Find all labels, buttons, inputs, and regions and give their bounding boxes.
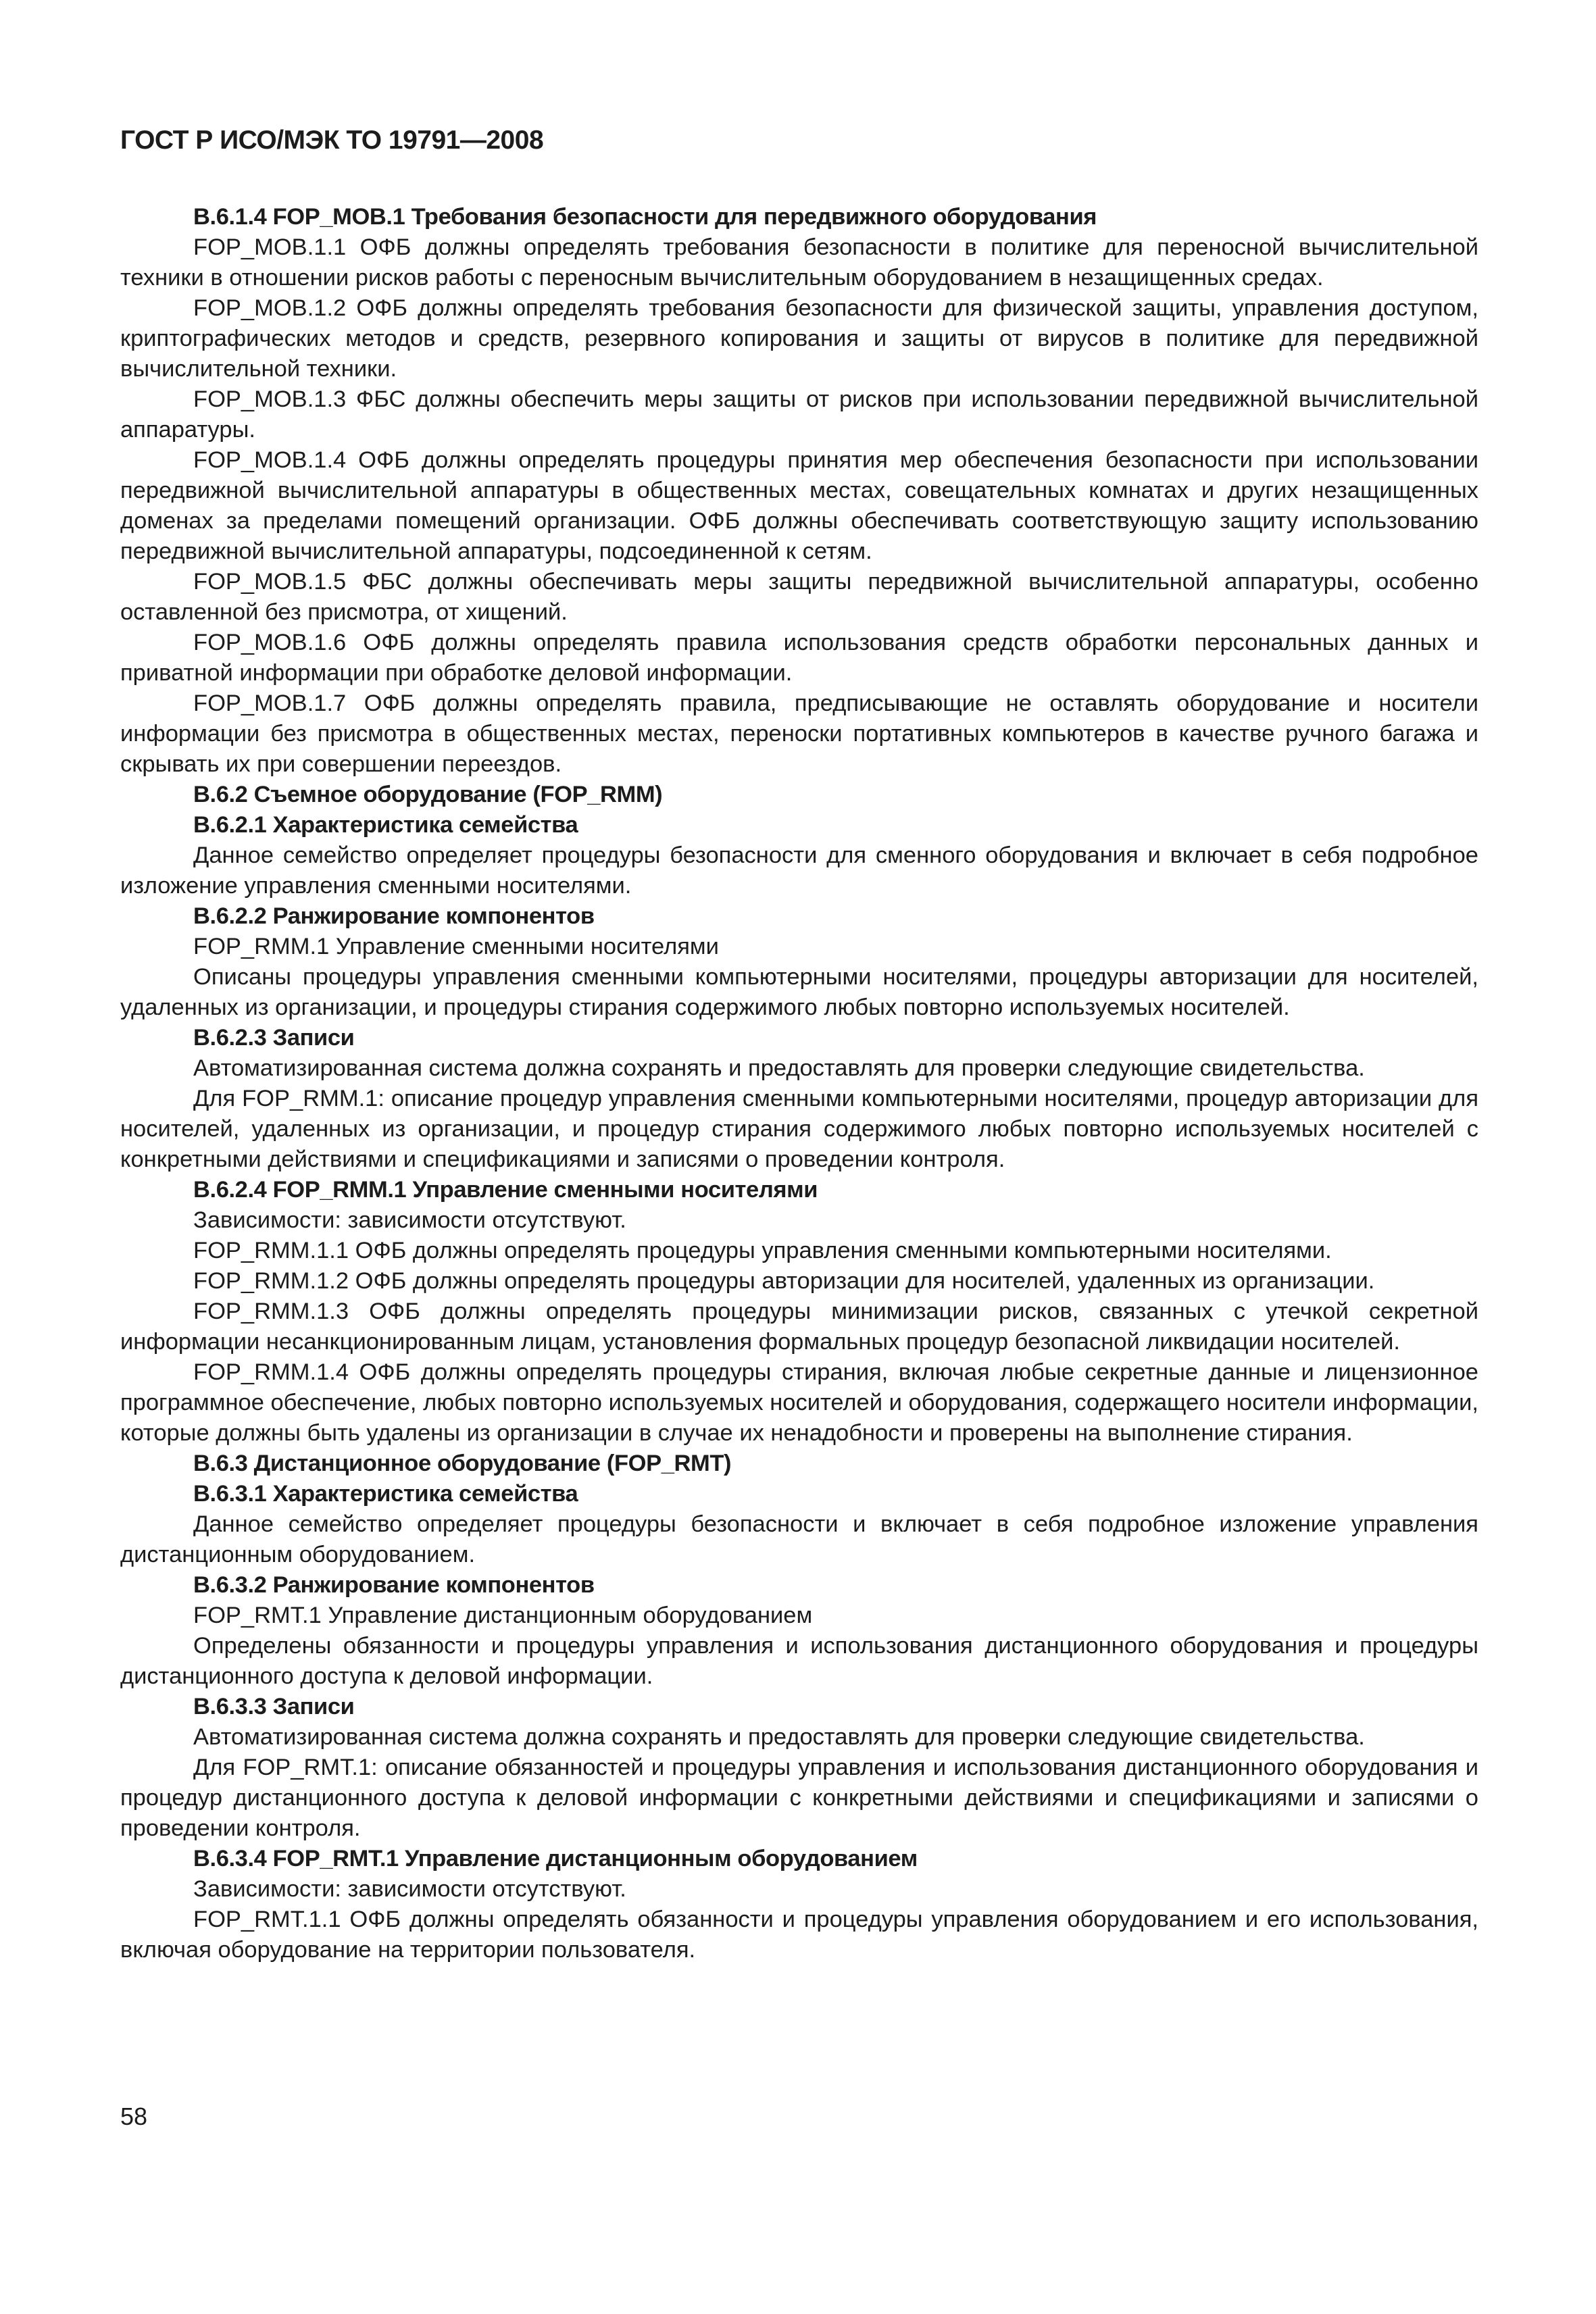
- paragraph: FOP_MOB.1.7 ОФБ должны определять правила, предписывающие не оставлять оборудование и носители информации без присмотра в общественных местах, переноски портативных компьютеров в качестве ручного багажа и скрывать их при совершении переездов.: [120, 690, 1478, 777]
- section-heading: B.6.2.4 FOP_RMM.1 Управление сменными носителями: [193, 1177, 818, 1203]
- section-heading: B.6.3 Дистанционное оборудование (FOP_RMT): [193, 1451, 732, 1476]
- paragraph: Для FOP_RMM.1: описание процедур управления сменными компьютерными носителями, процедур авторизации для носителей, удаленных из организации, и процедур стирания содержимого любых повторно используемых носителей с конкретными действиями и спецификациями и записями о проведении контроля.: [120, 1086, 1478, 1172]
- section-heading: B.6.1.4 FOP_MOB.1 Требования безопасности для передвижного оборудования: [193, 204, 1097, 230]
- paragraph: Зависимости: зависимости отсутствуют.: [193, 1207, 626, 1233]
- paragraph: FOP_MOB.1.6 ОФБ должны определять правила использования средств обработки персональных данных и приватной информации при обработке деловой информации.: [120, 630, 1478, 686]
- paragraph: Автоматизированная система должна сохранять и предоставлять для проверки следующие свидетельства.: [193, 1724, 1365, 1750]
- paragraph: FOP_MOB.1.4 ОФБ должны определять процедуры принятия мер обеспечения безопасности при использовании передвижной вычислительной аппаратуры в общественных местах, совещательных комнатах и других незащищенных доменах за пределами помещений организации. ОФБ должны обеспечивать соответствующую защиту использованию передвижной вычислительной аппаратуры, подсоединенной к сетям.: [120, 447, 1478, 564]
- paragraph: Данное семейство определяет процедуры безопасности и включает в себя подробное изложение управления дистанционным оборудованием.: [120, 1511, 1478, 1567]
- paragraph: FOP_RMM.1.4 ОФБ должны определять процедуры стирания, включая любые секретные данные и лицензионное программное обеспечение, любых повторно используемых носителей и оборудования, содержащего носители информации, которые должны быть удалены из организации в случае их ненадобности и проверены на выполнение стирания.: [120, 1359, 1478, 1446]
- paragraph: FOP_RMM.1.1 ОФБ должны определять процедуры управления сменными компьютерными носителями.: [193, 1238, 1332, 1263]
- section-heading: B.6.3.1 Характеристика семейства: [193, 1481, 578, 1507]
- paragraph: FOP_MOB.1.5 ФБС должны обеспечивать меры защиты передвижной вычислительной аппаратуры, особенно оставленной без присмотра, от хищений.: [120, 569, 1478, 625]
- section-heading: B.6.2 Съемное оборудование (FOP_RMM): [193, 782, 663, 807]
- paragraph: Для FOP_RMT.1: описание обязанностей и процедуры управления и использования дистанционного оборудования и процедур дистанционного доступа к деловой информации с конкретными действиями и спецификациями и записями о проведении контроля.: [120, 1755, 1478, 1841]
- paragraph: FOP_RMM.1.2 ОФБ должны определять процедуры авторизации для носителей, удаленных из организации.: [193, 1268, 1375, 1294]
- document-body: [120, 202, 1478, 1965]
- paragraph: FOP_MOB.1.2 ОФБ должны определять требования безопасности для физической защиты, управления доступом, криптографических методов и средств, резервного копирования и защиты от вирусов в политике для передвижной вычислительной техники.: [120, 295, 1478, 382]
- document-header: ГОСТ Р ИСО/МЭК ТО 19791—2008: [120, 126, 544, 155]
- section-heading: B.6.2.2 Ранжирование компонентов: [193, 903, 595, 929]
- section-heading: B.6.3.4 FOP_RMT.1 Управление дистанционным оборудованием: [193, 1846, 918, 1871]
- paragraph: Описаны процедуры управления сменными компьютерными носителями, процедуры авторизации для носителей, удаленных из организации, и процедуры стирания содержимого любых повторно используемых носителей.: [120, 964, 1478, 1020]
- paragraph: FOP_RMM.1.3 ОФБ должны определять процедуры минимизации рисков, связанных с утечкой секретной информации несанкционированным лицам, установления формальных процедур безопасной ликвидации носителей.: [120, 1299, 1478, 1355]
- paragraph: Определены обязанности и процедуры управления и использования дистанционного оборудования и процедуры дистанционного доступа к деловой информации.: [120, 1633, 1478, 1689]
- page-number: 58: [120, 2103, 148, 2130]
- section-heading: B.6.2.1 Характеристика семейства: [193, 812, 578, 838]
- section-heading: B.6.3.2 Ранжирование компонентов: [193, 1572, 595, 1598]
- paragraph: FOP_MOB.1.1 ОФБ должны определять требования безопасности в политике для переносной вычислительной техники в отношении рисков работы с переносным вычислительным оборудованием в незащищенных средах.: [120, 234, 1478, 291]
- paragraph: FOP_MOB.1.3 ФБС должны обеспечить меры защиты от рисков при использовании передвижной вычислительной аппаратуры.: [120, 386, 1478, 443]
- paragraph: FOP_RMM.1 Управление сменными носителями: [193, 934, 719, 959]
- section-heading: B.6.2.3 Записи: [193, 1025, 355, 1051]
- paragraph: Зависимости: зависимости отсутствуют.: [193, 1876, 626, 1902]
- paragraph: FOP_RMT.1.1 ОФБ должны определять обязанности и процедуры управления оборудованием и его использования, включая оборудование на территории пользователя.: [120, 1907, 1478, 1963]
- paragraph: Автоматизированная система должна сохранять и предоставлять для проверки следующие свидетельства.: [193, 1055, 1365, 1081]
- section-heading: B.6.3.3 Записи: [193, 1694, 355, 1719]
- paragraph: Данное семейство определяет процедуры безопасности для сменного оборудования и включает в себя подробное изложение управления сменными носителями.: [120, 842, 1478, 899]
- paragraph: FOP_RMT.1 Управление дистанционным оборудованием: [193, 1603, 813, 1628]
